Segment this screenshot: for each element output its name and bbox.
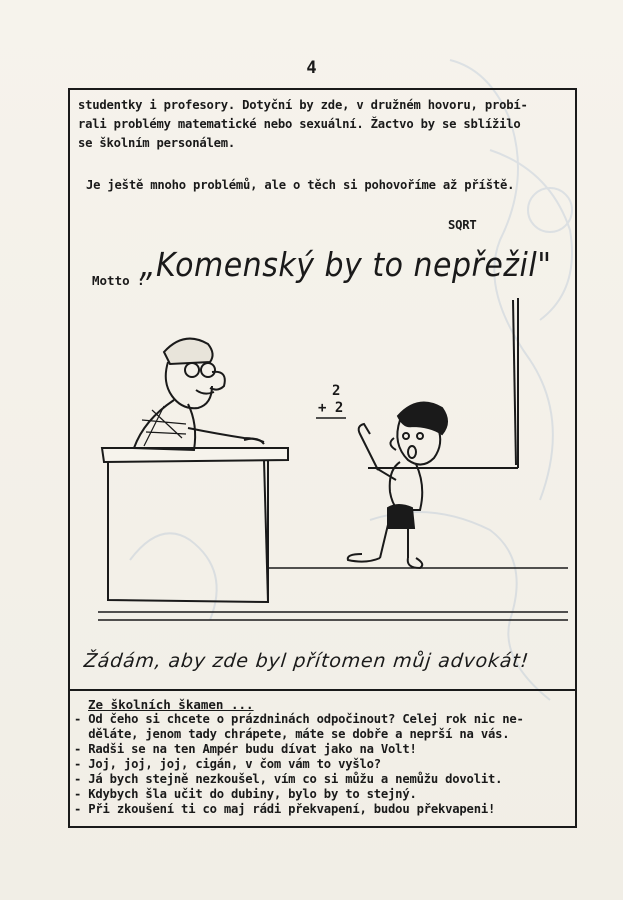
- motto-quote: „Komenský by to nepřežil": [140, 246, 552, 285]
- list-item: - Radši se na ten Ampér budu dívat jako na Volt!: [74, 742, 417, 756]
- teacher-figure: [134, 339, 264, 450]
- cartoon-caption: Žádám, aby zde byl přítomen můj advokát!: [82, 650, 531, 672]
- intro-line: rali problémy matematické nebo sexuální. Žactvo by se sblížilo: [78, 117, 521, 131]
- joke-list: [74, 712, 524, 817]
- board-number-top: 2: [332, 383, 341, 399]
- page-number: 4: [306, 58, 317, 78]
- section-title: Ze školních škamen ...: [88, 697, 254, 712]
- list-item: děláte, jenom tady chrápete, máte se dobře a neprší na vás.: [74, 727, 510, 741]
- intro-line: studentky i profesory. Dotyční by zde, v družném hovoru, probí-: [78, 98, 528, 112]
- motto-label: Motto :: [92, 273, 145, 288]
- list-item: - Od čeho si chcete o prázdninách odpočinout? Celej rok nic ne-: [74, 712, 524, 726]
- list-item: - Joj, joj, joj, cigán, v čom vám to vyšlo?: [74, 757, 381, 771]
- board-number-bottom: + 2: [318, 400, 344, 416]
- teacher-desk: [102, 448, 288, 602]
- cartoon-illustration: [68, 290, 577, 650]
- closing-line: Je ještě mnoho problémů, ale o těch si pohovoříme až příště.: [86, 178, 515, 192]
- floor-lines: [98, 568, 568, 620]
- author-signature: SQRT: [448, 218, 477, 232]
- list-item: - Já bych stejně nezkoušel, vím co si můžu a nemůžu dovolit.: [74, 772, 503, 786]
- intro-paragraph: [78, 96, 528, 153]
- student-figure: [348, 403, 447, 568]
- intro-line: se školním personálem.: [78, 136, 236, 150]
- list-item: - Kdybych šla učit do dubiny, bylo by to stejný.: [74, 787, 417, 801]
- section-divider: [70, 689, 575, 691]
- list-item: - Při zkoušení ti co maj rádi překvapení, budou překvapeni!: [74, 802, 496, 816]
